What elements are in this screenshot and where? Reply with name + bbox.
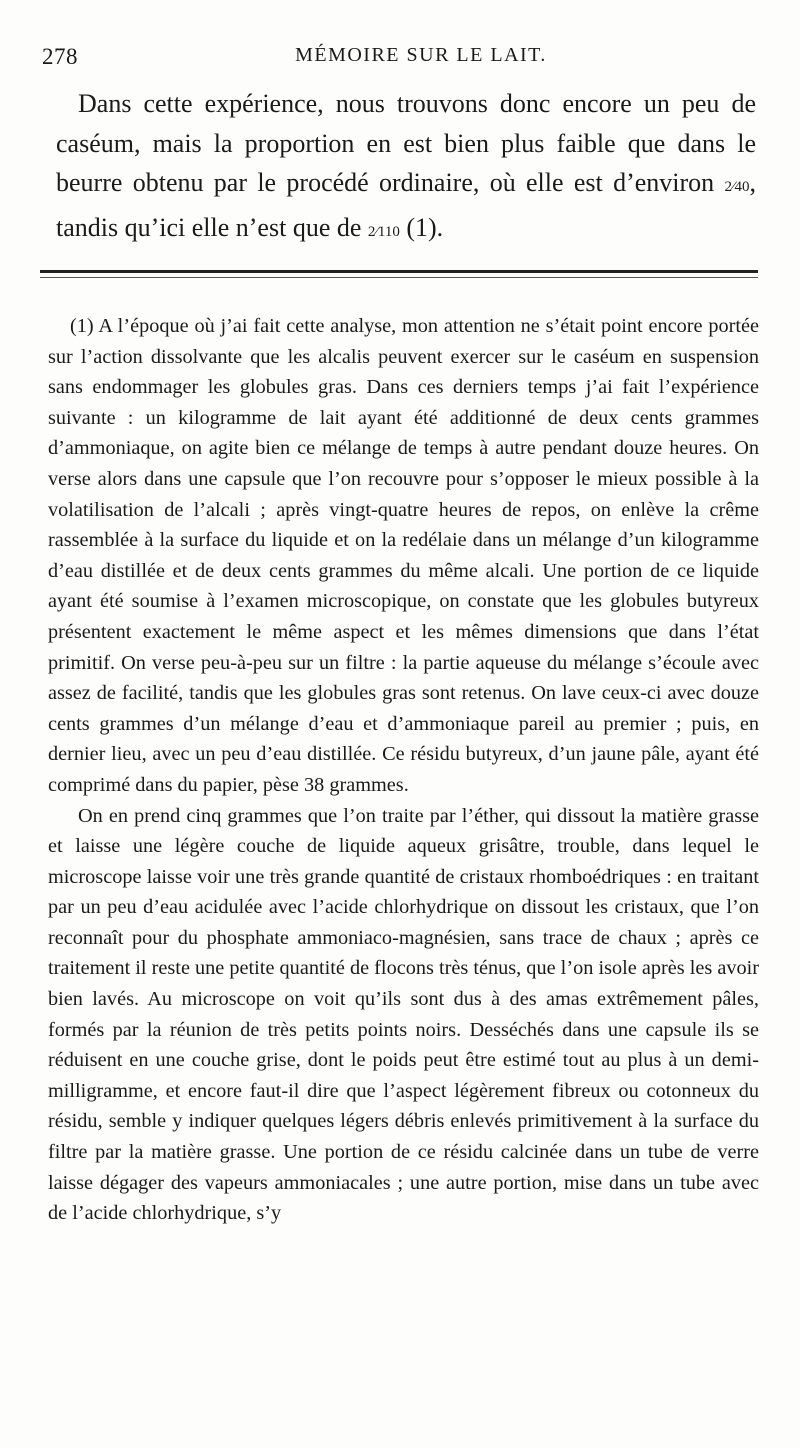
main-paragraph [56, 84, 756, 252]
footnote-paragraph-1: (1) A l’époque où j’ai fait cette analyse, mon attention ne s’était point encore portée sur l’action dissolvante que les alcalis peuvent exercer sur le caséum en suspension sans endommager les globules gras. Dans ces derniers temps j’ai fait l’expérience suivante : un kilogramme de lait ayant été additionné de deux cents grammes d’ammoniaque, on agite bien ce mélange de temps à autre pendant douze heures. On verse alors dans une capsule que l’on recouvre pour s’opposer le mieux possible à la volatilisation de l’alcali ; après vingt-quatre heures de repos, on enlève la crême rassemblée à la surface du liquide et on la redélaie dans un mélange d’un kilogramme d’eau distillée et de deux cents grammes du même alcali. Une portion de ce liquide ayant été soumise à l’examen microscopique, on constate que les globules butyreux présentent exactement le même aspect et les mêmes dimensions que dans l’état primitif. On verse peu-à-peu sur un filtre : la partie aqueuse du mélange s’écoule avec assez de facilité, tandis que les globules gras sont retenus. On lave ceux-ci avec douze cents grammes d’un mélange d’eau et d’ammoniaque pareil au premier ; puis, en dernier lieu, avec un peu d’eau distillée. Ce résidu butyreux, d’un jaune pâle, ayant été comprimé dans du papier, pèse 38 grammes. [48, 315, 759, 796]
main-text-part2: , tandis qu’ici elle n’est que de [56, 168, 756, 242]
footnote-paragraph-2: On en prend cinq grammes que l’on traite par l’éther, qui dissout la matière grasse et laisse une légère couche de liquide aqueux grisâtre, trouble, dans lequel le microscope laisse voir une très grande quantité de cristaux rhomboédriques : en traitant par un peu d’eau acidulée avec l’acide chlorhydrique on dissout les cristaux, que l’on reconnaît pour du phosphate ammoniaco-magnésien, sans trace de chaux ; après ce traitement il reste une petite quantité de flocons très ténus, que l’on isole après les avoir bien lavés. Au microscope on voit qu’ils sont dus à des amas extrêmement pâles, formés par la réunion de très petits points noirs. Desséchés dans une capsule ils se réduisent en une couche grise, dont le poids peut être estimé tout au plus à un demi-milligramme, et encore faut-il dire que l’aspect légèrement fibreux ou cotonneux du résidu, semble y indiquer quelques légers débris enlevés primitivement à la surface du filtre par la matière grasse. Une portion de ce résidu calcinée dans un tube de verre laisse dégager des vapeurs ammoniacales ; une autre portion, mise dans un tube avec de l’acide chlorhydrique, s’y [48, 804, 759, 1225]
page-header [42, 44, 760, 74]
fraction-two-hundred-tenths: 2⁄110 [367, 223, 400, 240]
footnote [48, 311, 759, 1229]
main-text-part1: Dans cette expérience, nous trouvons donc encore un peu de caséum, mais la proportion en est bien plus faible que dans le beurre obtenu par le procédé ordinaire, où elle est d’environ [56, 89, 756, 197]
page-number: 278 [42, 44, 78, 69]
running-title: MÉMOIRE SUR LE LAIT. [295, 44, 547, 66]
footnote-separator-thin [40, 277, 758, 278]
footnote-separator-thick [40, 270, 758, 273]
fraction-two-fortieths: 2⁄40 [724, 179, 750, 195]
footnote-reference: (1). [399, 212, 444, 242]
